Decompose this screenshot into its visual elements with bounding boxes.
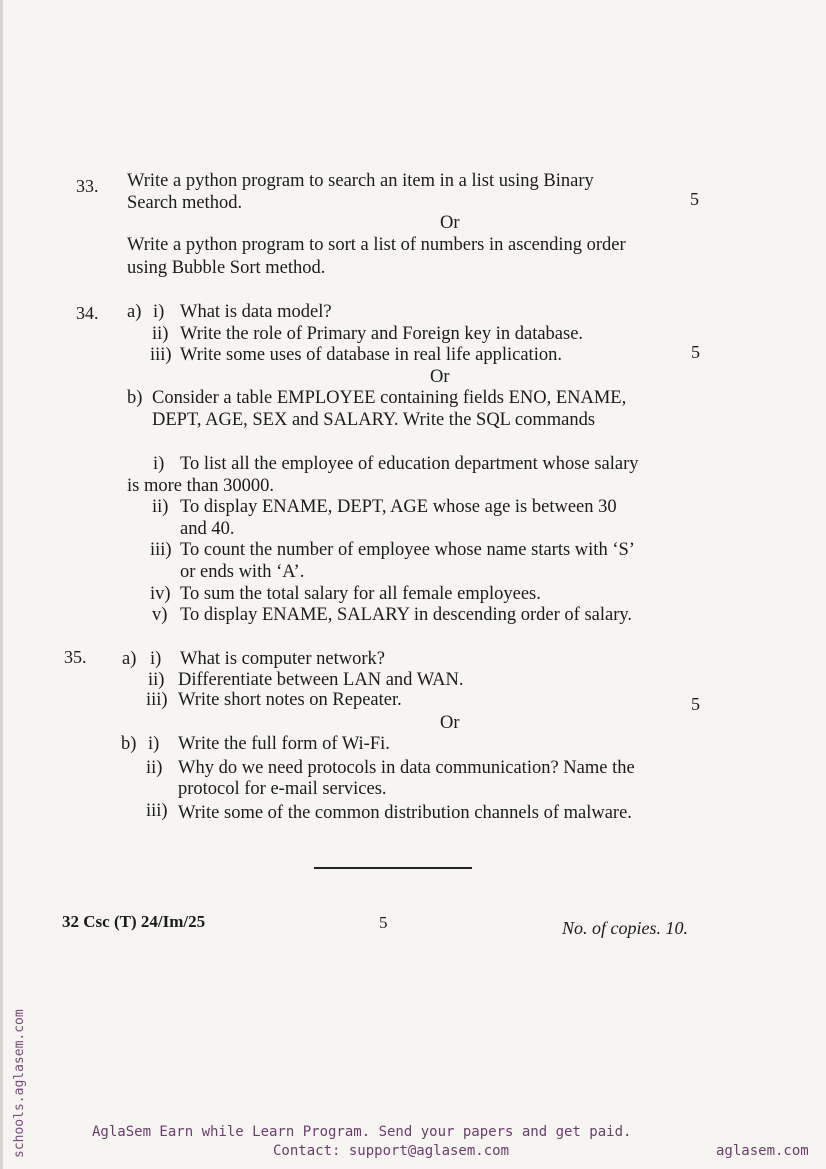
question-text: To display ENAME, DEPT, AGE whose age is between 30 [180,497,617,517]
item-label: iv) [150,584,171,604]
question-text: Write short notes on Repeater. [178,690,402,710]
item-label: iii) [150,345,172,365]
watermark-corner: aglasem.com [716,1143,809,1159]
question-text: Consider a table EMPLOYEE containing fields ENO, ENAME, [152,388,627,408]
or-separator: Or [440,713,460,733]
question-text: To count the number of employee whose name starts with ‘S’ [180,540,635,560]
question-text: Search method. [127,193,243,213]
item-label: iii) [150,540,172,560]
or-separator: Or [440,213,460,233]
page-edge [0,0,3,1169]
question-text: Why do we need protocols in data communication? Name the [178,758,635,778]
question-number: 35. [64,647,87,667]
item-label: i) [153,454,165,474]
question-text: is more than 30000. [127,476,274,496]
question-text: Write a python program to search an item in a list using Binary [127,171,594,191]
watermark-contact: Contact: support@aglasem.com [273,1143,510,1159]
part-label: a) [122,649,137,669]
question-text: To list all the employee of education department whose salary [180,454,639,474]
part-label: b) [121,734,137,754]
paper-code: 32 Csc (T) 24/Im/25 [62,912,206,931]
question-text: Write some uses of database in real life application. [180,345,562,365]
item-label: ii) [152,497,169,517]
question-text: Write the role of Primary and Foreign key in database. [180,324,584,344]
item-label: i) [150,649,162,669]
part-label: b) [127,388,143,408]
item-label: ii) [148,670,165,690]
marks: 5 [691,694,700,714]
question-text: or ends with ‘A’. [180,562,305,582]
question-number: 34. [76,303,99,323]
item-label: iii) [146,801,168,821]
item-label: ii) [152,324,169,344]
question-text: Differentiate between LAN and WAN. [178,670,464,690]
question-text: What is data model? [180,302,332,322]
item-label: iii) [146,690,168,710]
question-text: To display ENAME, SALARY in descending order of salary. [180,605,633,625]
question-text: Write some of the common distribution channels of malware. [178,803,632,823]
side-watermark: schools.aglasem.com [12,1009,27,1158]
page-number: 5 [379,913,388,932]
item-label: v) [152,605,168,625]
question-text: Write the full form of Wi-Fi. [178,734,390,754]
watermark-line-1: AglaSem Earn while Learn Program. Send your papers and get paid. [92,1124,632,1140]
end-rule [314,867,472,869]
item-label: ii) [146,758,163,778]
question-text: DEPT, AGE, SEX and SALARY. Write the SQL commands [152,410,596,430]
question-text: using Bubble Sort method. [127,258,326,278]
question-number: 33. [76,176,99,196]
question-text: protocol for e-mail services. [178,779,387,799]
or-separator: Or [430,367,450,387]
question-text: What is computer network? [180,649,385,669]
question-text: and 40. [180,519,235,539]
question-text: To sum the total salary for all female employees. [180,584,541,604]
item-label: i) [148,734,160,754]
item-label: i) [153,302,165,322]
question-text: Write a python program to sort a list of numbers in ascending order [127,235,626,255]
marks: 5 [691,342,700,362]
marks: 5 [690,189,699,209]
part-label: a) [127,302,142,322]
copies-count: No. of copies. 10. [562,918,688,938]
